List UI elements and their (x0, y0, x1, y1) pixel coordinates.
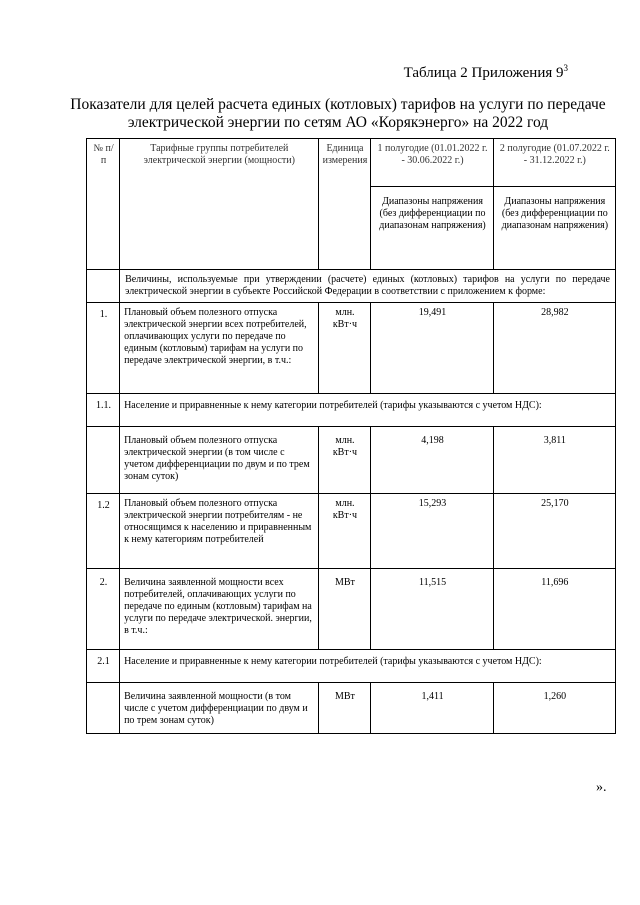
header-name: Тарифные группы потребителей электрической энергии (мощности) (120, 139, 318, 270)
row-value-1: 15,293 (418, 498, 447, 509)
table-row (87, 427, 616, 494)
row-span-text: Население и приравненные к нему категории потребителей (тарифы указываются с учетом НДС): (124, 656, 542, 667)
row-name: Величина заявленной мощности всех потребителей, оплачивающих услуги по передаче по единым (котловым) тарифам на услуги по передаче электрической. энергии, в т.ч.: (124, 577, 312, 636)
row-value-1: 19,491 (418, 307, 447, 318)
header-period2: 2 полугодие (01.07.2022 г. - 31.12.2022 г.) (493, 139, 615, 187)
row-unit: МВт (334, 691, 355, 702)
row-value-1: 1,411 (421, 691, 444, 702)
row-value-2: 3,811 (543, 435, 566, 446)
row-num (87, 683, 119, 691)
intro-text: Величины, используемые при утверждении (расчете) единых (котловых) тарифов на услуги по передаче электрической энергии в субъекте Российской Федерации в соответствии с приложением к форме: (120, 270, 616, 303)
table-caption (404, 63, 568, 82)
row-name: Плановый объем полезного отпуска электрической энергии потребителям - не относящимся к населению и приравненным к нему категориям потребителей (124, 498, 312, 545)
row-value-2: 1,260 (543, 691, 567, 702)
row-unit: млн. кВт·ч (332, 435, 358, 458)
closing-mark: ». (596, 780, 607, 795)
header-range1: Диапазоны напряжения (без дифференциации по диапазонам напряжения) (371, 187, 493, 270)
row-name: Плановый объем полезного отпуска электрической энергии (в том числе с учетом дифференциации по двум и по трем зонам суток) (124, 435, 310, 482)
row-unit: МВт (334, 577, 355, 588)
table-row (87, 650, 616, 683)
row-num: 2.1 (97, 656, 110, 667)
row-value-2: 25,170 (541, 498, 569, 509)
header-unit: Единица измерения (318, 139, 371, 270)
tariff-table (86, 138, 616, 734)
row-num: 2. (99, 577, 108, 588)
row-num: 1. (99, 309, 108, 320)
row-value-2: 28,982 (541, 307, 569, 318)
caption-text: Таблица 2 Приложения 9 (403, 65, 564, 81)
table-row (87, 683, 616, 734)
row-span-text: Население и приравненные к нему категории потребителей (тарифы указываются с учетом НДС): (124, 400, 542, 411)
table-row (87, 494, 616, 569)
intro-row (87, 270, 616, 303)
row-num: 1.2 (97, 500, 110, 511)
header-period1: 1 полугодие (01.01.2022 г. - 30.06.2022 г.) (371, 139, 493, 187)
header-row (87, 139, 616, 187)
row-num (87, 427, 119, 435)
page-title: Показатели для целей расчета единых (котловых) тарифов на услуги по передаче электрической энергии по сетям АО «Корякэнерго» на 2022 год (70, 96, 606, 131)
row-value-2: 11,696 (541, 577, 569, 588)
caption-superscript: 3 (563, 63, 568, 73)
row-name: Плановый объем полезного отпуска электрической энергии всех потребителей, оплачивающих услуги по передаче по единым (котловым) тарифам на услуги по передаче электрической энергии, в т.ч.: (124, 307, 307, 366)
row-unit: млн. кВт·ч (332, 307, 358, 330)
table-row (87, 303, 616, 394)
row-value-1: 4,198 (421, 435, 444, 446)
header-range2: Диапазоны напряжения (без дифференциации по диапазонам напряжения) (493, 187, 615, 270)
row-name: Величина заявленной мощности (в том числе с учетом дифференциации по двум и по трем зонам суток) (124, 691, 308, 726)
header-num: № п/п (87, 139, 120, 270)
table-row (87, 569, 616, 650)
table-row (87, 394, 616, 427)
row-value-1: 11,515 (418, 577, 447, 588)
row-unit: млн. кВт·ч (332, 498, 358, 521)
row-num: 1.1. (96, 400, 112, 411)
